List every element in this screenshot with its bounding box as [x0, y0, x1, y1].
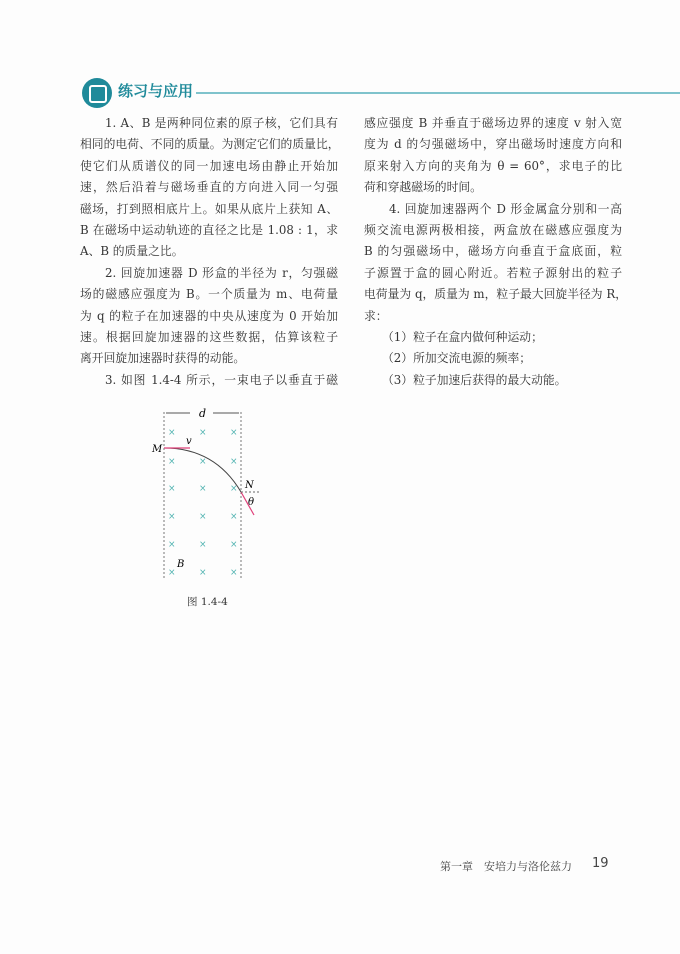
- field-cross: ×: [230, 428, 238, 438]
- right-column: [364, 113, 628, 391]
- section-divider: [196, 92, 680, 94]
- label-N: N: [245, 480, 254, 491]
- field-cross: ×: [230, 512, 238, 522]
- field-cross: ×: [230, 540, 238, 550]
- field-cross: ×: [199, 540, 207, 550]
- field-cross: ×: [230, 457, 238, 467]
- text-line: 子源置于盒的圆心附近。若粒子源射出的粒子: [364, 265, 622, 280]
- text-line: B 的匀强磁场中，磁场方向垂直于盒底面，粒: [364, 244, 622, 259]
- section-title: 练习与应用: [118, 82, 194, 100]
- text-line: 频交流电源两极相接，两盒放在磁感应强度为: [364, 222, 622, 237]
- text-line: （1）粒子在盒内做何种运动；: [382, 329, 543, 344]
- field-cross: ×: [199, 568, 207, 578]
- text-line: B 在磁场中运动轨迹的直径之比是 1.08 : 1，求: [80, 222, 338, 237]
- figure-magnetic-field: [140, 400, 280, 580]
- label-B: B: [177, 559, 185, 570]
- text-line: 荷和穿越磁场的时间。: [364, 180, 482, 195]
- text-line: 感应强度 B 并垂直于磁场边界的速度 v 射入宽: [364, 116, 622, 130]
- text-line: 2. 回旋加速器 D 形盒的半径为 r，匀强磁: [105, 265, 338, 280]
- text-line: 原来射入方向的夹角为 θ = 60°，求电子的比: [364, 158, 622, 173]
- field-cross: ×: [168, 484, 176, 494]
- field-cross: ×: [199, 512, 207, 522]
- text-line: 速。根据回旋加速器的这些数据，估算该粒子: [80, 329, 338, 344]
- text-line: 求：: [364, 308, 388, 323]
- label-d: d: [199, 407, 207, 420]
- section-icon: [82, 78, 112, 108]
- text-line: 1. A、B 是两种同位素的原子核，它们具有: [105, 116, 338, 130]
- field-cross: ×: [168, 457, 176, 467]
- text-line: 度为 d 的匀强磁场中，穿出磁场时速度方向和: [364, 137, 622, 152]
- figure-caption: 图 1.4-4: [187, 596, 228, 608]
- field-cross: ×: [199, 457, 207, 467]
- left-column: [80, 113, 338, 391]
- text-line: A、B 的质量之比。: [80, 244, 184, 259]
- page-number: 19: [592, 856, 609, 871]
- text-line: （3）粒子加速后获得的最大动能。: [382, 372, 567, 387]
- text-line: 为 q 的粒子在加速器的中央从速度为 0 开始加: [80, 308, 338, 323]
- field-cross: ×: [199, 484, 207, 494]
- text-line: 电荷量为 q，质量为 m，粒子最大回旋半径为 R，: [364, 287, 628, 302]
- text-line: 3. 如图 1.4-4 所示，一束电子以垂直于磁: [105, 372, 338, 387]
- field-crosses: [168, 428, 238, 578]
- text-line: 使它们从质谱仪的同一加速电场由静止开始加: [80, 158, 338, 173]
- text-line: 4. 回旋加速器两个 D 形金属盒分别和一高: [389, 201, 622, 216]
- text-line: （2）所加交流电源的频率；: [382, 351, 532, 366]
- label-M: M: [152, 444, 163, 455]
- field-cross: ×: [168, 568, 176, 578]
- text-line: 速，然后沿着与磁场垂直的方向进入同一匀强: [80, 180, 338, 195]
- field-cross: ×: [230, 568, 238, 578]
- field-cross: ×: [199, 428, 207, 438]
- label-theta: θ: [248, 497, 255, 508]
- field-cross: ×: [168, 540, 176, 550]
- field-cross: ×: [168, 428, 176, 438]
- label-v: v: [186, 436, 192, 447]
- chapter-title: 第一章 安培力与洛伦兹力: [440, 860, 572, 873]
- field-cross: ×: [168, 512, 176, 522]
- text-line: 离开回旋加速器时获得的动能。: [80, 351, 246, 366]
- text-line: 场的磁感应强度为 B。一个质量为 m、电荷量: [80, 287, 338, 302]
- text-line: 磁场，打到照相底片上。如果从底片上获知 A、: [80, 201, 338, 216]
- field-cross: ×: [230, 484, 238, 494]
- text-line: 相同的电荷、不同的质量。为测定它们的质量比，: [80, 137, 340, 152]
